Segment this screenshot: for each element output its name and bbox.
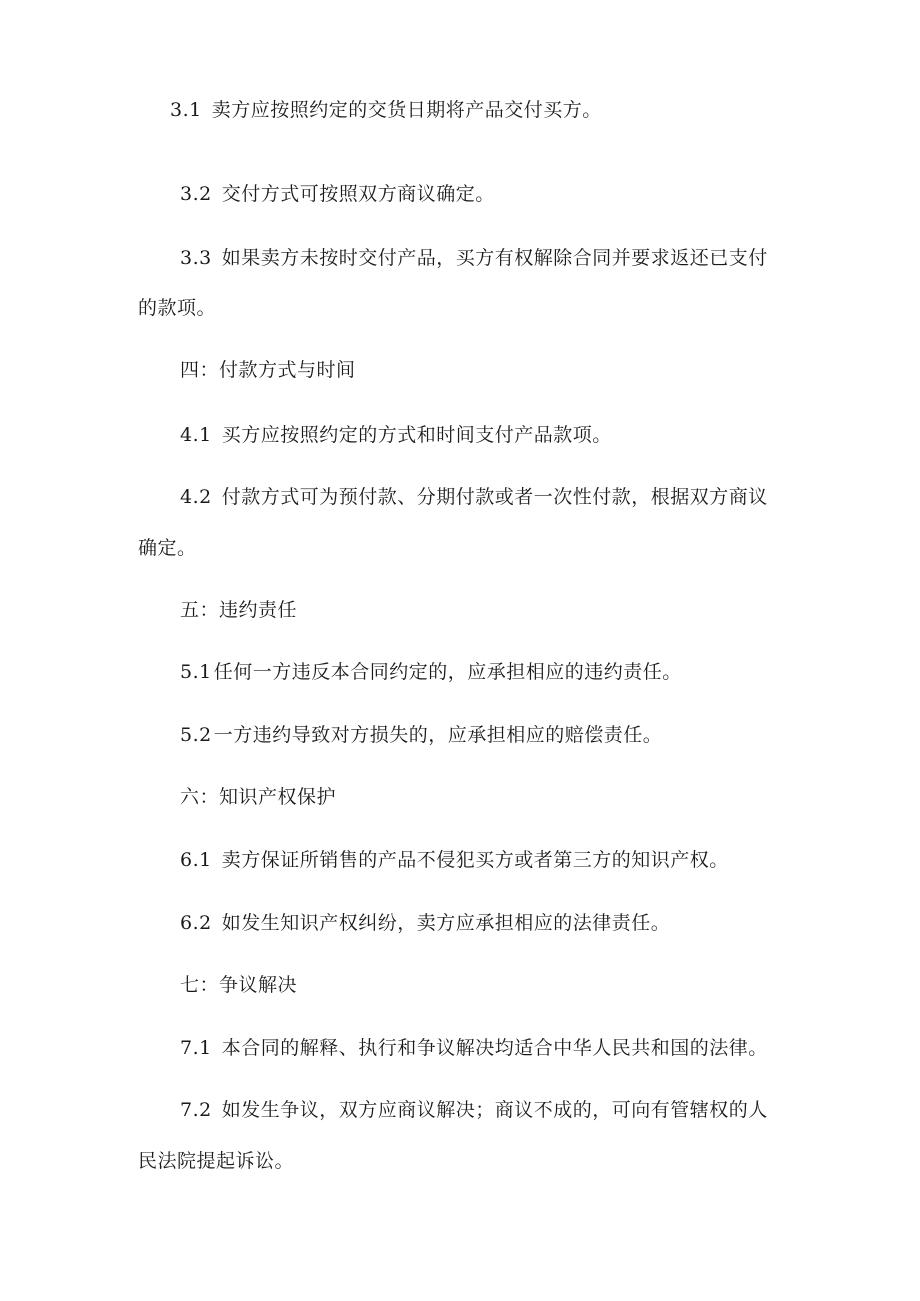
clause-number: 4.1	[180, 424, 212, 446]
clause-4-2-continuation: 确定。	[138, 537, 197, 559]
clause-3-2	[180, 182, 495, 206]
clause-number: 7.1	[180, 1037, 212, 1059]
clause-number: 7.2	[180, 1099, 212, 1121]
clause-number: 5.2	[180, 724, 212, 746]
clause-7-1	[180, 1036, 768, 1060]
section-heading-5: 五：违约责任	[180, 599, 298, 621]
clause-4-1	[180, 423, 612, 447]
clause-3-1	[170, 98, 602, 122]
clause-text: 任何一方违反本合同约定的，应承担相应的违约责任。	[213, 661, 682, 683]
clause-text: 卖方保证所销售的产品不侵犯买方或者第三方的知识产权。	[221, 849, 729, 871]
clause-5-1	[180, 660, 682, 684]
clause-number: 6.2	[180, 912, 212, 934]
clause-number: 3.1	[170, 99, 202, 121]
clause-text: 付款方式可为预付款、分期付款或者一次性付款，根据双方商议	[221, 486, 768, 508]
clause-number: 6.1	[180, 849, 212, 871]
clause-number: 5.1	[180, 661, 212, 683]
clause-text: 卖方应按照约定的交货日期将产品交付买方。	[211, 99, 602, 121]
clause-number: 3.2	[180, 183, 212, 205]
section-heading-4: 四：付款方式与时间	[180, 359, 356, 381]
clause-text: 买方应按照约定的方式和时间支付产品款项。	[221, 424, 612, 446]
clause-text: 本合同的解释、执行和争议解决均适合中华人民共和国的法律。	[221, 1037, 768, 1059]
clause-text: 一方违约导致对方损失的，应承担相应的赔偿责任。	[213, 724, 663, 746]
clause-3-3	[180, 246, 768, 270]
clause-5-2	[180, 723, 662, 747]
clause-7-2	[180, 1098, 768, 1122]
section-heading-7: 七：争议解决	[180, 974, 298, 996]
clause-7-2-continuation: 民法院提起诉讼。	[138, 1150, 295, 1172]
clause-number: 4.2	[180, 486, 212, 508]
clause-6-1	[180, 848, 729, 872]
clause-text: 如果卖方未按时交付产品，买方有权解除合同并要求返还已支付	[221, 247, 768, 269]
clause-6-2	[180, 911, 670, 935]
clause-3-3-continuation: 的款项。	[138, 297, 217, 319]
clause-text: 交付方式可按照双方商议确定。	[221, 183, 495, 205]
clause-number: 3.3	[180, 247, 212, 269]
clause-text: 如发生争议，双方应商议解决；商议不成的，可向有管辖权的人	[221, 1099, 768, 1121]
clause-text: 如发生知识产权纠纷，卖方应承担相应的法律责任。	[221, 912, 671, 934]
clause-4-2	[180, 485, 768, 509]
section-heading-6: 六：知识产权保护	[180, 786, 337, 808]
